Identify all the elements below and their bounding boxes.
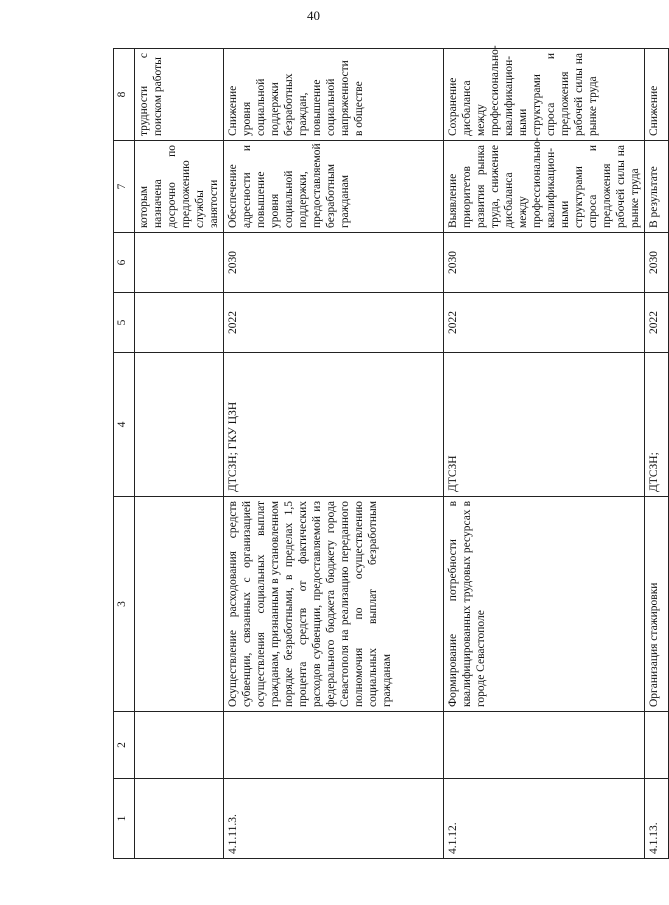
expected-result-cell: В результате [645, 141, 669, 233]
column-header: 7 [114, 141, 135, 233]
action-cell: Формирование потребности в квалифицированных трудовых ресурсах в городе Севастополе [444, 497, 645, 712]
column-2-cell [224, 712, 444, 779]
executor-cell: ДТСЗН; [645, 353, 669, 497]
table-row [444, 49, 645, 859]
action-cell: Осуществление расходования средств субвенции, связанных с организацией осуществления социальных выплат гражданам, признанным в установленном порядке безработными, в пределах 1,5 процента средств от фактических расходов субвенции, предоставляемой из федерального бюджета бюджету города Севастополя на реализацию переданного полномочия по осуществлению социальных выплат безработным гражданам [224, 497, 444, 712]
item-number-cell: 4.1.12. [444, 779, 645, 859]
start-year-cell: 2022 [645, 293, 669, 353]
column-header: 5 [114, 293, 135, 353]
table-row [645, 49, 669, 859]
column-header: 3 [114, 497, 135, 712]
consequence-cell: Снижение уровня социальной поддержки безработных граждан, повышение социальной напряженности в обществе [224, 49, 444, 141]
column-header: 8 [114, 49, 135, 141]
item-number-cell: 4.1.11.3. [224, 779, 444, 859]
column-header: 1 [114, 779, 135, 859]
expected-result-cell: Обеспечение адресности и повышение уровня социальной поддержки, предоставляемой безработным гражданам [224, 141, 444, 233]
expected-result-cell: которым назначена досрочно по предложению службы занятости [135, 141, 224, 233]
executor-cell: ДТСЗН; ГКУ ЦЗН [224, 353, 444, 497]
end-year-cell [135, 233, 224, 293]
start-year-cell [135, 293, 224, 353]
column-2-cell [135, 712, 224, 779]
end-year-cell: 2030 [444, 233, 645, 293]
column-header: 6 [114, 233, 135, 293]
start-year-cell: 2022 [224, 293, 444, 353]
end-year-cell: 2030 [224, 233, 444, 293]
consequence-cell: Снижение [645, 49, 669, 141]
start-year-cell: 2022 [444, 293, 645, 353]
expected-result-cell: Выявление приоритетов развития рынка труда, снижение дисбаланса между профессионально-квалификацион-ными структурами спроса и предложения рабочей силы на рынке труда [444, 141, 645, 233]
table-row [224, 49, 444, 859]
executor-cell: ДТСЗН [444, 353, 645, 497]
item-number-cell: 4.1.13. [645, 779, 669, 859]
consequence-cell: Сохранение дисбаланса между профессионально-квалификацион-ными структурами спроса и предложения рабочей силы на рынке труда [444, 49, 645, 141]
column-header: 4 [114, 353, 135, 497]
executor-cell [135, 353, 224, 497]
action-cell: Организация стажировки [645, 497, 669, 712]
column-header: 2 [114, 712, 135, 779]
table-row [135, 49, 224, 859]
column-2-cell [444, 712, 645, 779]
program-table [113, 45, 661, 859]
consequence-cell: трудности с поиском работы [135, 49, 224, 141]
end-year-cell: 2030 [645, 233, 669, 293]
table-header-row [114, 49, 135, 859]
column-2-cell [645, 712, 669, 779]
page-number: 40 [307, 8, 320, 23]
item-number-cell [135, 779, 224, 859]
action-cell [135, 497, 224, 712]
